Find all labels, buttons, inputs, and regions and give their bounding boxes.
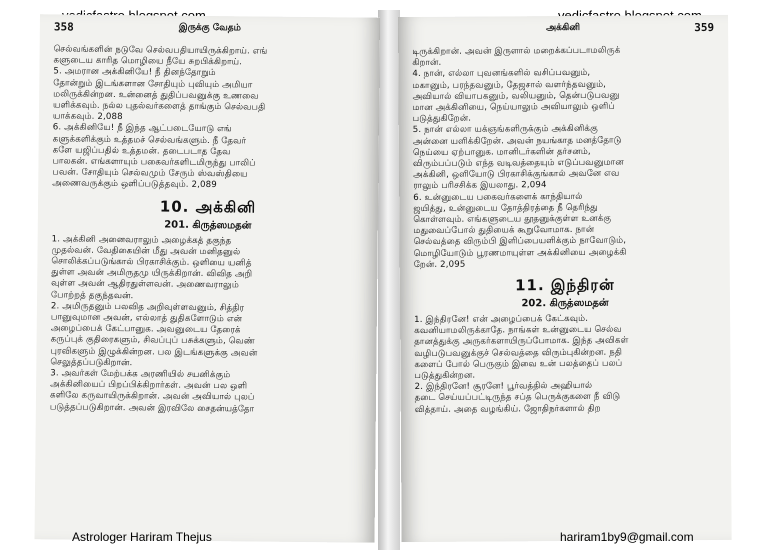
text-line: அவியால் வியாபகனும், வலியனும், தென்படுபவனு <box>412 90 620 102</box>
text-line: 5. அமரான அக்கினியே! நீ தினந்தோறும் <box>53 66 216 79</box>
text-line: நெய்யை ஏற்பானுக. மானிடர்களின் தர்சனம், <box>412 146 591 158</box>
book-gutter <box>378 10 400 550</box>
text-line: யாக்கவும். 2,088 <box>52 111 123 123</box>
text-line: வுள்ள அவன் ஆதிரதுள்ளவன். அணைவராலும் <box>51 278 240 291</box>
text-line: அழைப்பைக் கேட்பானுக. அவனுடைய தேரைக் <box>50 323 241 336</box>
text-line: படுத்தப்படுகிறான். அவன் இரவிலே சைதன்யத்தோ <box>49 402 255 415</box>
text-line: 4. நான், எல்லா புவனங்களில் வசிப்பவனும், <box>412 68 591 80</box>
footer-author: Astrologer Hariram Thejus <box>72 530 212 544</box>
text-line: மொழியோடும் பூரணமாயுள்ள அக்கினியை அழைக்கி <box>413 247 627 259</box>
text-line: கிறான். <box>412 58 442 69</box>
section-heading-agni: 10. அக்கினி <box>159 197 257 217</box>
text-line: ராலும் பரிசசிக்க இயலாது. 2,094 <box>413 180 547 192</box>
right-text-block-bottom <box>414 313 717 416</box>
text-line: 6. உன்னுடைய பகைவர்களைக் காந்தியால் <box>413 191 583 203</box>
text-line: ஜயித்து, உன்னுடைய தோத்திரத்தை நீ தெரிந்து <box>413 202 598 214</box>
text-line: அன்னை யளிக்கிறேன். அவன் நயங்காத மனத்தோடு <box>412 135 622 147</box>
text-line: களே யஜிப்பதில் உத்தமன். தடைபடாத தேவ <box>52 145 231 158</box>
text-line: கவனியாமலிருக்காதே. நாங்கள் உன்னுடைய செல்வ <box>414 324 622 337</box>
right-page-header <box>412 21 714 41</box>
right-page <box>398 15 732 542</box>
text-line: புரவிகளும் இழுக்கின்றன. பல இடங்களுக்கு அவன் <box>50 346 258 359</box>
text-line: 2. அமிருதனும் பலவித அறிவுள்ளவனும், சித்திர <box>50 301 245 314</box>
right-page-body <box>412 45 717 506</box>
text-line: பானுவுமான அவன், எல்லாத் துதிகளோடும் என் <box>50 312 243 325</box>
footer-email: hariram1by9@gmail.com <box>560 530 694 544</box>
text-line: செலுத்தப்படுகிறான். <box>50 357 133 369</box>
right-page-number: 359 <box>694 20 715 35</box>
text-line: சொலிக்கப்படுங்கால் பிரகாசிக்கும். ஒளியை யனித் <box>51 256 252 269</box>
right-running-head: அக்கினி <box>546 22 581 34</box>
text-line: மான அக்கினியை, நெய்யாலும் அவியாலும் ஒளிப் <box>412 101 615 114</box>
text-line: படுத்துகிறேன். <box>412 113 472 125</box>
text-line: 1. இந்திரனே! என் அழைப்பைக் கேட்கவும். <box>414 313 589 326</box>
text-line: மகானும், பரந்தவனும், தேஜசால் வளர்ந்தவனும், <box>412 79 607 91</box>
text-line: அணைவருக்கும் ஒளிப்படுத்தவும். 2,089 <box>52 178 217 191</box>
text-line: றேன். 2,095 <box>413 259 466 270</box>
text-line: அக்கினி, ஒளியோடு பிரகாசிக்குங்கால் அவனே எவ <box>413 168 620 181</box>
text-line: 2. இந்திரனே! சூரனே! பூர்வத்தில் அஹியால் <box>414 381 593 393</box>
text-line: டிருக்கிறான். அவன் இருளால் மறைக்கப்படாமலிருக் <box>412 45 621 58</box>
text-line: பாலகன். எங்களாயும் பகைவர்களிடமிருந்து பாலிப் <box>52 156 256 169</box>
text-line: முதல்வன். வேதிகையின் மீது அவன் மனிதனுல் <box>51 245 241 258</box>
text-line: களைப் போல் பெருகும் இவை உன் பலத்தைப் பலப் <box>414 358 623 370</box>
text-line: பவன். சோதியும் செல்வமும் சேரும் ஸ்வஸ்தியை <box>52 167 248 180</box>
left-page-header <box>54 20 366 41</box>
text-line: களிலே கருவாயிருக்கிறான். அவன் அவியால் புலப் <box>49 390 255 403</box>
text-line: 1. அக்கினி அனைவராலும் அழைக்கத் தகுந்த <box>51 233 232 246</box>
text-line: போற்றத் தகுந்தவன். <box>51 290 134 301</box>
text-line: யளிக்கவும். நல்ல புதல்வர்களைத் தாங்கும் செல்வபதி <box>53 100 266 113</box>
section-subheading-201: 201. கிருத்ஸமதன் <box>164 219 252 232</box>
left-running-head: இருக்கு வேதம் <box>178 22 241 34</box>
text-line: 5. நான் எல்லா யக்ஞங்களிருக்கும் அக்கினிக்கு <box>412 124 598 136</box>
section-subheading-202: 202. கிருத்ஸமதன் <box>521 297 609 310</box>
left-text-block-bottom <box>50 234 364 417</box>
text-line: 3. அவர்கள் மேற்பக்க அரணியில் சயனிக்கும் <box>50 368 231 381</box>
section-heading-indra: 11. இந்திரன் <box>515 275 615 295</box>
text-line: தடை செய்யப்பட்டிருந்த சப்த பெருக்குகளை நீ விடு <box>414 392 621 404</box>
text-line: கருப்புக் குதிரைகளும், சிவப்புப் பசுக்களும், வெண் <box>50 334 255 347</box>
left-text-block-top <box>52 44 366 193</box>
text-line: துள்ள அவன் அமிருதமு யிருக்கிறான். விவித அறி <box>51 267 253 280</box>
text-line: தோன்றும் இடங்களான சோதியும் புவியும் அமியா <box>53 77 253 91</box>
text-line: மதுவைப்போல் துதியைக் கூறுவோமாக. நான் <box>413 225 595 237</box>
text-line: வித்தாய். அதை வழங்கிய். ஜோதிநர்களால் திற <box>414 403 601 415</box>
text-line: வழிபடுபவனுக்குச் செல்வத்தை விரும்புகின்றன. நதி <box>414 347 623 359</box>
text-line: செல்வத்தை விரும்பி இளிப்பையளிக்கும் நாவோடும், <box>413 236 627 248</box>
left-page-number: 358 <box>53 20 74 34</box>
text-line: செல்வங்களின் நடுவே செல்வபதியாயிருக்கிறாய். எங் <box>53 44 268 57</box>
text-line: படுத்துகின்றன. <box>414 370 476 382</box>
left-page <box>35 14 380 543</box>
text-line: களுடைய காரித மொழியை நீயே சுறபிக்கிறாய். <box>53 55 243 68</box>
text-line: விரும்பப்படும் எந்த வடிவத்தையும் எடுப்பவனுமான <box>412 157 624 170</box>
text-line: கொள்ளவும். எங்களுடைய தூதனுக்குள்ள உனக்கு <box>413 213 612 226</box>
text-line: தானத்துக்கு அருகர்களாயிருப்போமாக. இந்த அவிகள் <box>414 336 629 348</box>
text-line: 6. அக்கினியே! நீ இந்த ஆட்படையோடு எங் <box>52 122 232 135</box>
text-line: களுக்களிக்கும் உத்தமச் செல்வங்களும். நீ தேவர் <box>52 133 247 147</box>
text-line: அக்கினியைப் பிறப்பிக்கிறார்கள். அவன் பல ஒளி <box>50 379 248 392</box>
right-text-block-top <box>412 45 716 271</box>
left-page-body <box>49 44 366 506</box>
text-line: மலிருக்கின்றன. உன்னைத் துதிப்பவனுக்கு உணவை <box>53 89 259 102</box>
